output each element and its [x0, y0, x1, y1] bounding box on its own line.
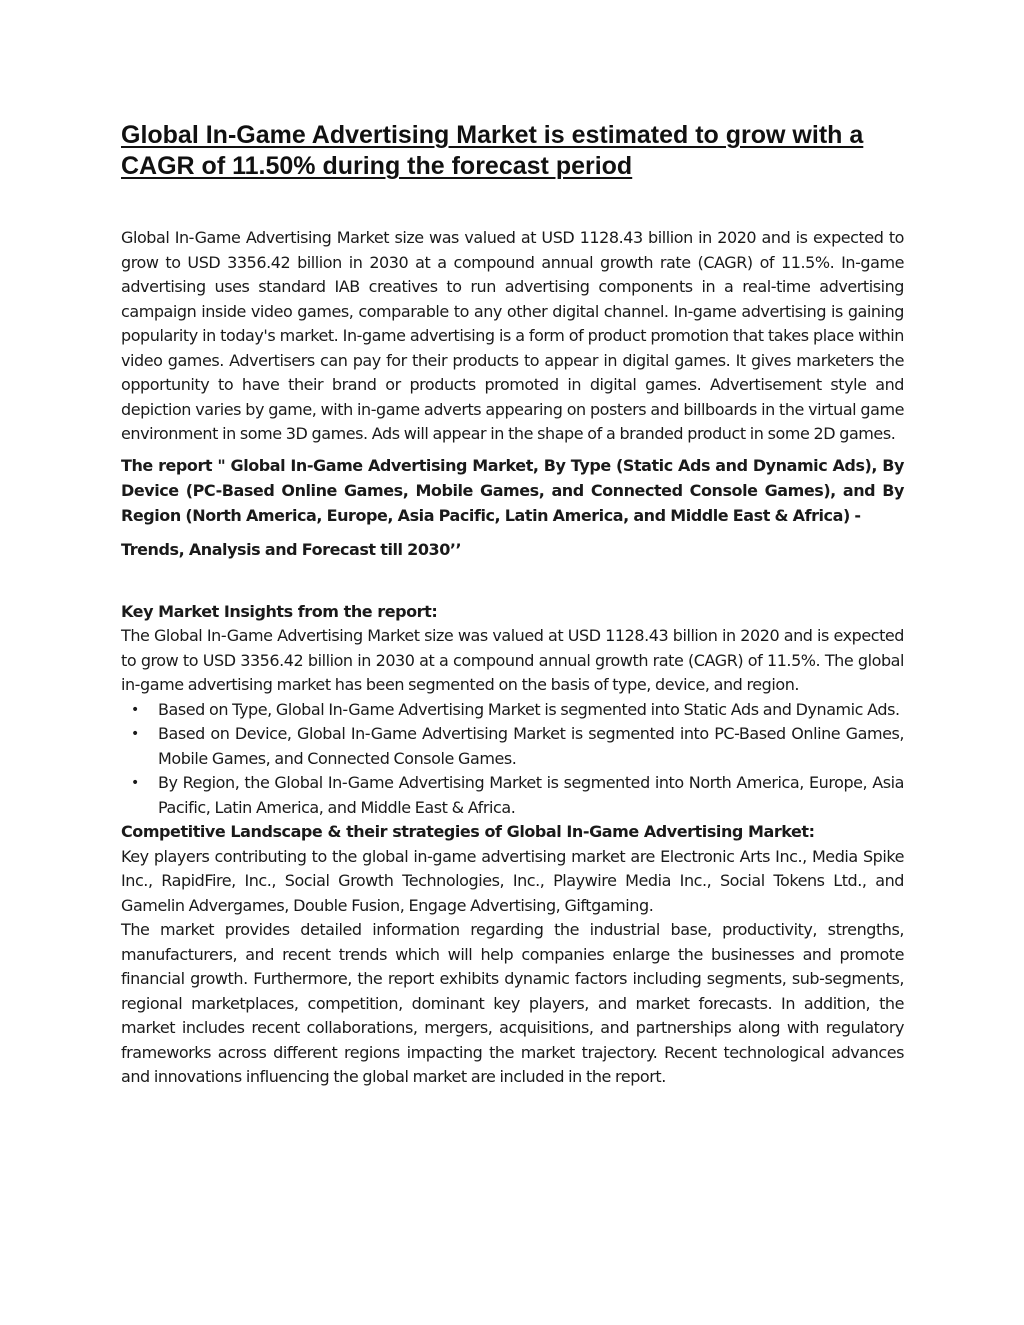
bullet-icon: • [131, 701, 139, 718]
competitive-paragraph: Key players contributing to the global in-game advertising market are Electronic Arts Inc., Media Spike Inc., RapidFire, Inc., Social Growth Technologies, Inc., Playwire Media Inc., Social Tokens Ltd., and Gamelin Advergames, Double Fusion, Engage Advertising, Giftgaming. [121, 846, 904, 915]
bullet-icon: • [131, 775, 139, 791]
list-item-text: By Region, the Global In-Game Advertising Market is segmented into North America, Europe, Asia Pacific, Latin America, and Middle East & Africa. [158, 773, 904, 817]
list-item [131, 722, 904, 771]
document-page [121, 120, 904, 1090]
closing-paragraph: The market provides detailed information regarding the industrial base, productivity, strengths, manufacturers, and recent trends which will help companies enlarge the businesses and promote financial growth. Furthermore, the report exhibits dynamic factors including segments, sub-segments, regional marketplaces, competition, dominant key players, and market forecasts. In addition, the market includes recent collaborations, mergers, acquisitions, and partnerships along with regulatory frameworks across different regions impacting the market trajectory. Recent technological advances and innovations influencing the global market are included in the report. [121, 920, 904, 1086]
page-title: Global In-Game Advertising Market is estimated to grow with a CAGR of 11.50% during the forecast period [121, 121, 864, 180]
report-title-paragraph [121, 453, 904, 562]
insights-heading: Key Market Insights from the report: [121, 601, 438, 621]
competitive-heading: Competitive Landscape & their strategies of Global In-Game Advertising Market: [121, 822, 815, 841]
report-title: The report " Global In-Game Advertising Market, By Type (Static Ads and Dynamic Ads), By Device (PC-Based Online Games, Mobile Games, and Connected Console Games), and By Region (North America, Europe, Asia Pacific, Latin America, and Middle East & Africa) - [121, 455, 904, 525]
insights-paragraph: The Global In-Game Advertising Market size was valued at USD 1128.43 billion in 2020 and is expected to grow to USD 3356.42 billion in 2030 at a compound annual growth rate (CAGR) of 11.5%. The global in-game advertising market has been segmented on the basis of type, device, and region. [121, 626, 904, 694]
report-title-tail: Trends, Analysis and Forecast till 2030’’ [121, 539, 462, 559]
list-item-text: Based on Type, Global In-Game Advertising Market is segmented into Static Ads and Dynamic Ads. [158, 699, 900, 719]
list-item-text: Based on Device, Global In-Game Advertising Market is segmented into PC-Based Online Games, Mobile Games, and Connected Console Games. [158, 724, 904, 768]
segment-list [121, 698, 904, 821]
bullet-icon: • [131, 726, 139, 742]
list-item [131, 698, 904, 723]
list-item [131, 771, 904, 820]
intro-paragraph: Global In-Game Advertising Market size was valued at USD 1128.43 billion in 2020 and is expected to grow to USD 3356.42 billion in 2030 at a compound annual growth rate (CAGR) of 11.5%. In-game advertising uses standard IAB creatives to run advertising components in a real-time advertising campaign inside video games, comparable to any other digital channel. In-game advertising is gaining popularity in today's market. In-game advertising is a form of product promotion that takes place within video games. Advertisers can pay for their products to appear in digital games. It gives marketers the opportunity to have their brand or products promoted in digital games. Advertisement style and depiction varies by game, with in-game adverts appearing on posters and billboards in the virtual game environment in some 3D games. Ads will appear in the shape of a branded product in some 2D games. [121, 228, 904, 443]
